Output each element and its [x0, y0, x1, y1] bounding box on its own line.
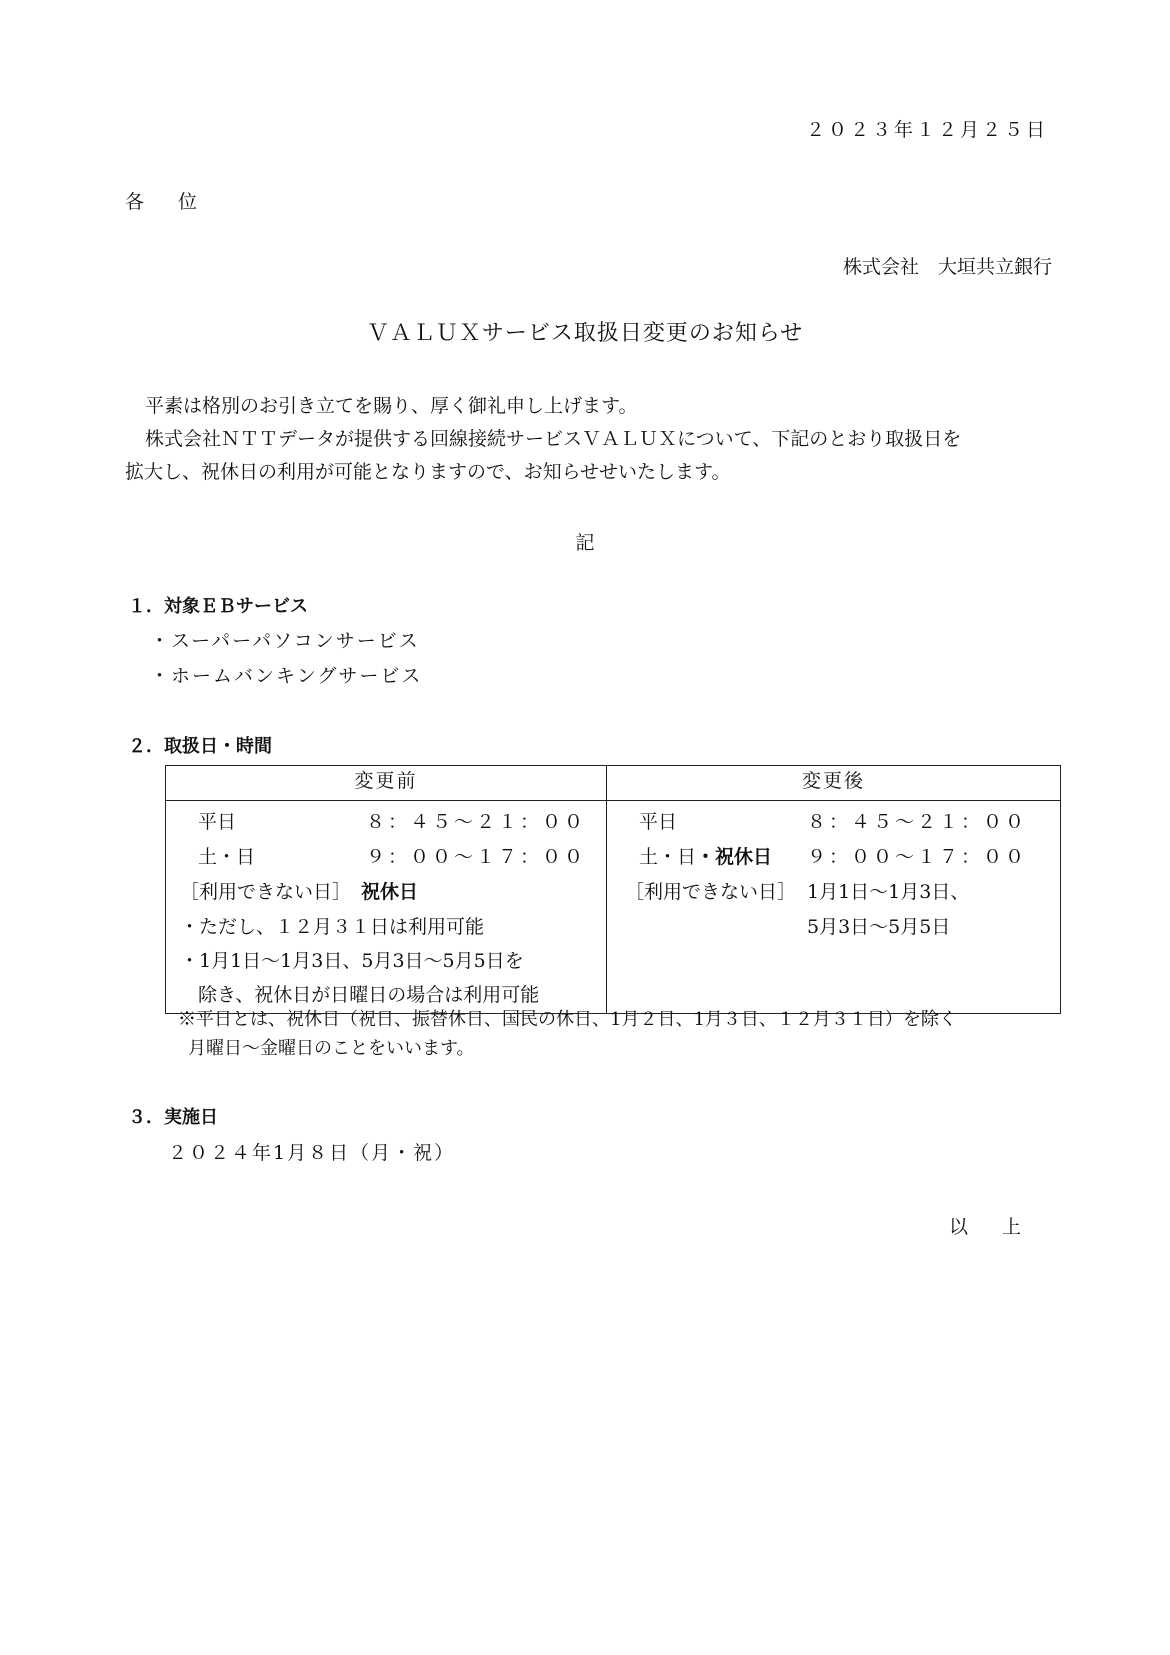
after-cell: [607, 801, 1061, 1014]
before-weekend-label: 土・日: [198, 846, 256, 868]
after-unavailable-value-2: 5月3日～5月5日: [807, 916, 951, 938]
before-header: 変更前: [166, 766, 607, 801]
before-cell: [166, 801, 607, 1014]
body-paragraph-line-3: 拡大し、祝休日の利用が可能となりますので、お知らせせいたします。: [125, 461, 731, 483]
after-weekday-time: ８：４５～２１：００: [807, 811, 1028, 833]
before-note-2: ・1月1日～1月3日、5月3日～5月5日を: [180, 950, 524, 972]
implementation-date: ２０２４年1月８日（月・祝）: [168, 1142, 456, 1164]
addressee: 各 位: [125, 191, 212, 213]
section-1-heading: １．対象ＥＢサービス: [128, 596, 308, 617]
after-header: 変更後: [607, 766, 1061, 801]
footnote-line-1: ※平日とは、祝休日（祝日、振替休日、国民の休日、1月２日、1月３日、１２月３１日）を除く: [178, 1009, 957, 1030]
service-item-2: ・ホームバンキングサービス: [150, 665, 423, 687]
after-unavailable-label: ［利用できない日］: [625, 881, 797, 903]
record-label: 記: [575, 532, 595, 554]
body-paragraph-line-2: 株式会社ＮＴＴデータが提供する回線接続サービスＶＡＬＵＸについて、下記のとおり取扱日を: [145, 428, 962, 450]
before-weekday-label: 平日: [198, 811, 237, 833]
body-paragraph-line-1: 平素は格別のお引き立てを賜り、厚く御礼申し上げます。: [145, 395, 638, 417]
before-unavailable-label: ［利用できない日］: [180, 881, 352, 903]
after-weekday-label: 平日: [639, 811, 678, 833]
before-note-1: ・ただし、１２月３１日は利用可能: [180, 916, 485, 938]
document-date: ２０２３年１２月２５日: [805, 119, 1048, 141]
before-note-3: 除き、祝休日が日曜日の場合は利用可能: [198, 984, 540, 1006]
closing-mark: 以 上: [948, 1216, 1035, 1238]
before-weekday-time: ８：４５～２１：００: [366, 811, 587, 833]
after-weekend-time: ９：００～１７：００: [807, 846, 1028, 868]
after-weekend-label: [639, 842, 772, 869]
after-weekend-label-prefix: 土・日: [639, 846, 697, 868]
document-title: ＶＡＬＵＸサービス取扱日変更のお知らせ: [366, 321, 804, 346]
before-weekend-time: ９：００～１７：００: [366, 846, 587, 868]
before-unavailable-value: 祝休日: [361, 881, 419, 903]
schedule-table: [165, 765, 1061, 1014]
after-unavailable-value-1: 1月1日～1月3日、: [807, 881, 970, 903]
footnote-line-2: 月曜日～金曜日のことをいいます。: [188, 1038, 475, 1059]
section-2-heading: ２．取扱日・時間: [128, 736, 272, 757]
after-weekend-label-holiday: ・祝休日: [696, 846, 773, 868]
sender-name: 株式会社 大垣共立銀行: [842, 256, 1052, 278]
service-item-1: ・スーパーパソコンサービス: [150, 630, 420, 652]
section-3-heading: ３．実施日: [128, 1107, 218, 1128]
